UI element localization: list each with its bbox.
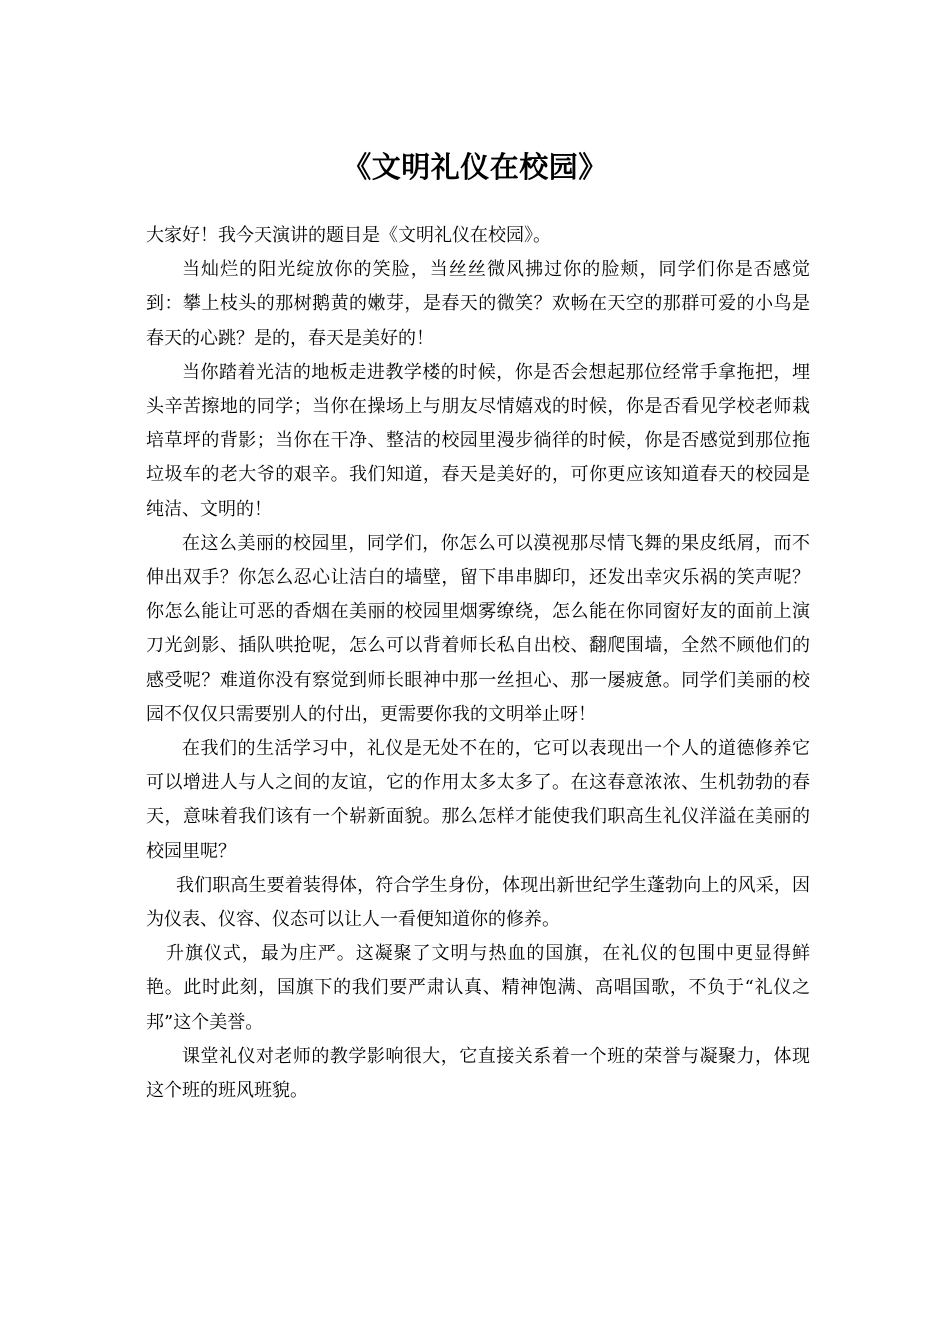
paragraph-etiquette: 在我们的生活学习中，礼仪是无处不在的，它可以表现出一个人的道德修养它可以增进人与人之间的友谊，它的作用太多太多了。在这春意浓浓、生机勃勃的春天，意味着我们该有一个崭新面貌。那么怎样才能使我们职高生礼仪洋溢在美丽的校园里呢？ xyxy=(146,738,810,862)
paragraph-spring: 当灿烂的阳光绽放你的笑脸，当丝丝微风拂过你的脸颊，同学们你是否感觉到：攀上枝头的那树鹅黄的嫩芽，是春天的微笑？欢畅在天空的那群可爱的小鸟是春天的心跳？是的，春天是美好的！ xyxy=(146,259,810,349)
paragraph-flag: 升旗仪式，最为庄严。这凝聚了文明与热血的国旗，在礼仪的包围中更显得鲜艳。此时此刻，国旗下的我们要严肃认真、精神饱满、高唱国歌，不负于“礼仪之邦”这个美誉。 xyxy=(146,943,810,1033)
document-title: 《文明礼仪在校园》 xyxy=(342,150,608,185)
paragraph-classroom: 课堂礼仪对老师的教学影响很大，它直接关系着一个班的荣誉与凝聚力，体现这个班的班风班貌。 xyxy=(146,1045,810,1102)
paragraph-campus: 当你踏着光洁的地板走进教学楼的时候，你是否会想起那位经常手拿拖把，埋头辛苦擦地的同学；当你在操场上与朋友尽情嬉戏的时候，你是否看见学校老师栽培草坪的背影；当你在干净、整洁的校园里漫步徜徉的时候，你是否感觉到那位拖垃圾车的老大爷的艰辛。我们知道，春天是美好的，可你更应该知道春天的校园是纯洁、文明的！ xyxy=(146,361,810,520)
paragraph-behavior: 在这么美丽的校园里，同学们，你怎么可以漠视那尽情飞舞的果皮纸屑，而不伸出双手？你怎么忍心让洁白的墙壁，留下串串脚印，还发出幸灾乐祸的笑声呢？你怎么能让可恶的香烟在美丽的校园里烟雾缭绕，怎么能在你同窗好友的面前上演刀光剑影、插队哄抢呢，怎么可以背着师长私自出校、翻爬围墙，全然不顾他们的感受呢？难道你没有察觉到师长眼神中那一丝担心、那一屡疲惫。同学们美丽的校园不仅仅只需要别人的付出，更需要你我的文明举止呀！ xyxy=(146,532,810,725)
paragraph-dress: 我们职高生要着装得体，符合学生身份，体现出新世纪学生蓬勃向上的风采，因为仪表、仪容、仪态可以让人一看便知道你的修养。 xyxy=(146,874,810,931)
paragraph-greeting: 大家好！我今天演讲的题目是《文明礼仪在校园》。 xyxy=(146,225,551,246)
document-body xyxy=(146,219,810,1108)
